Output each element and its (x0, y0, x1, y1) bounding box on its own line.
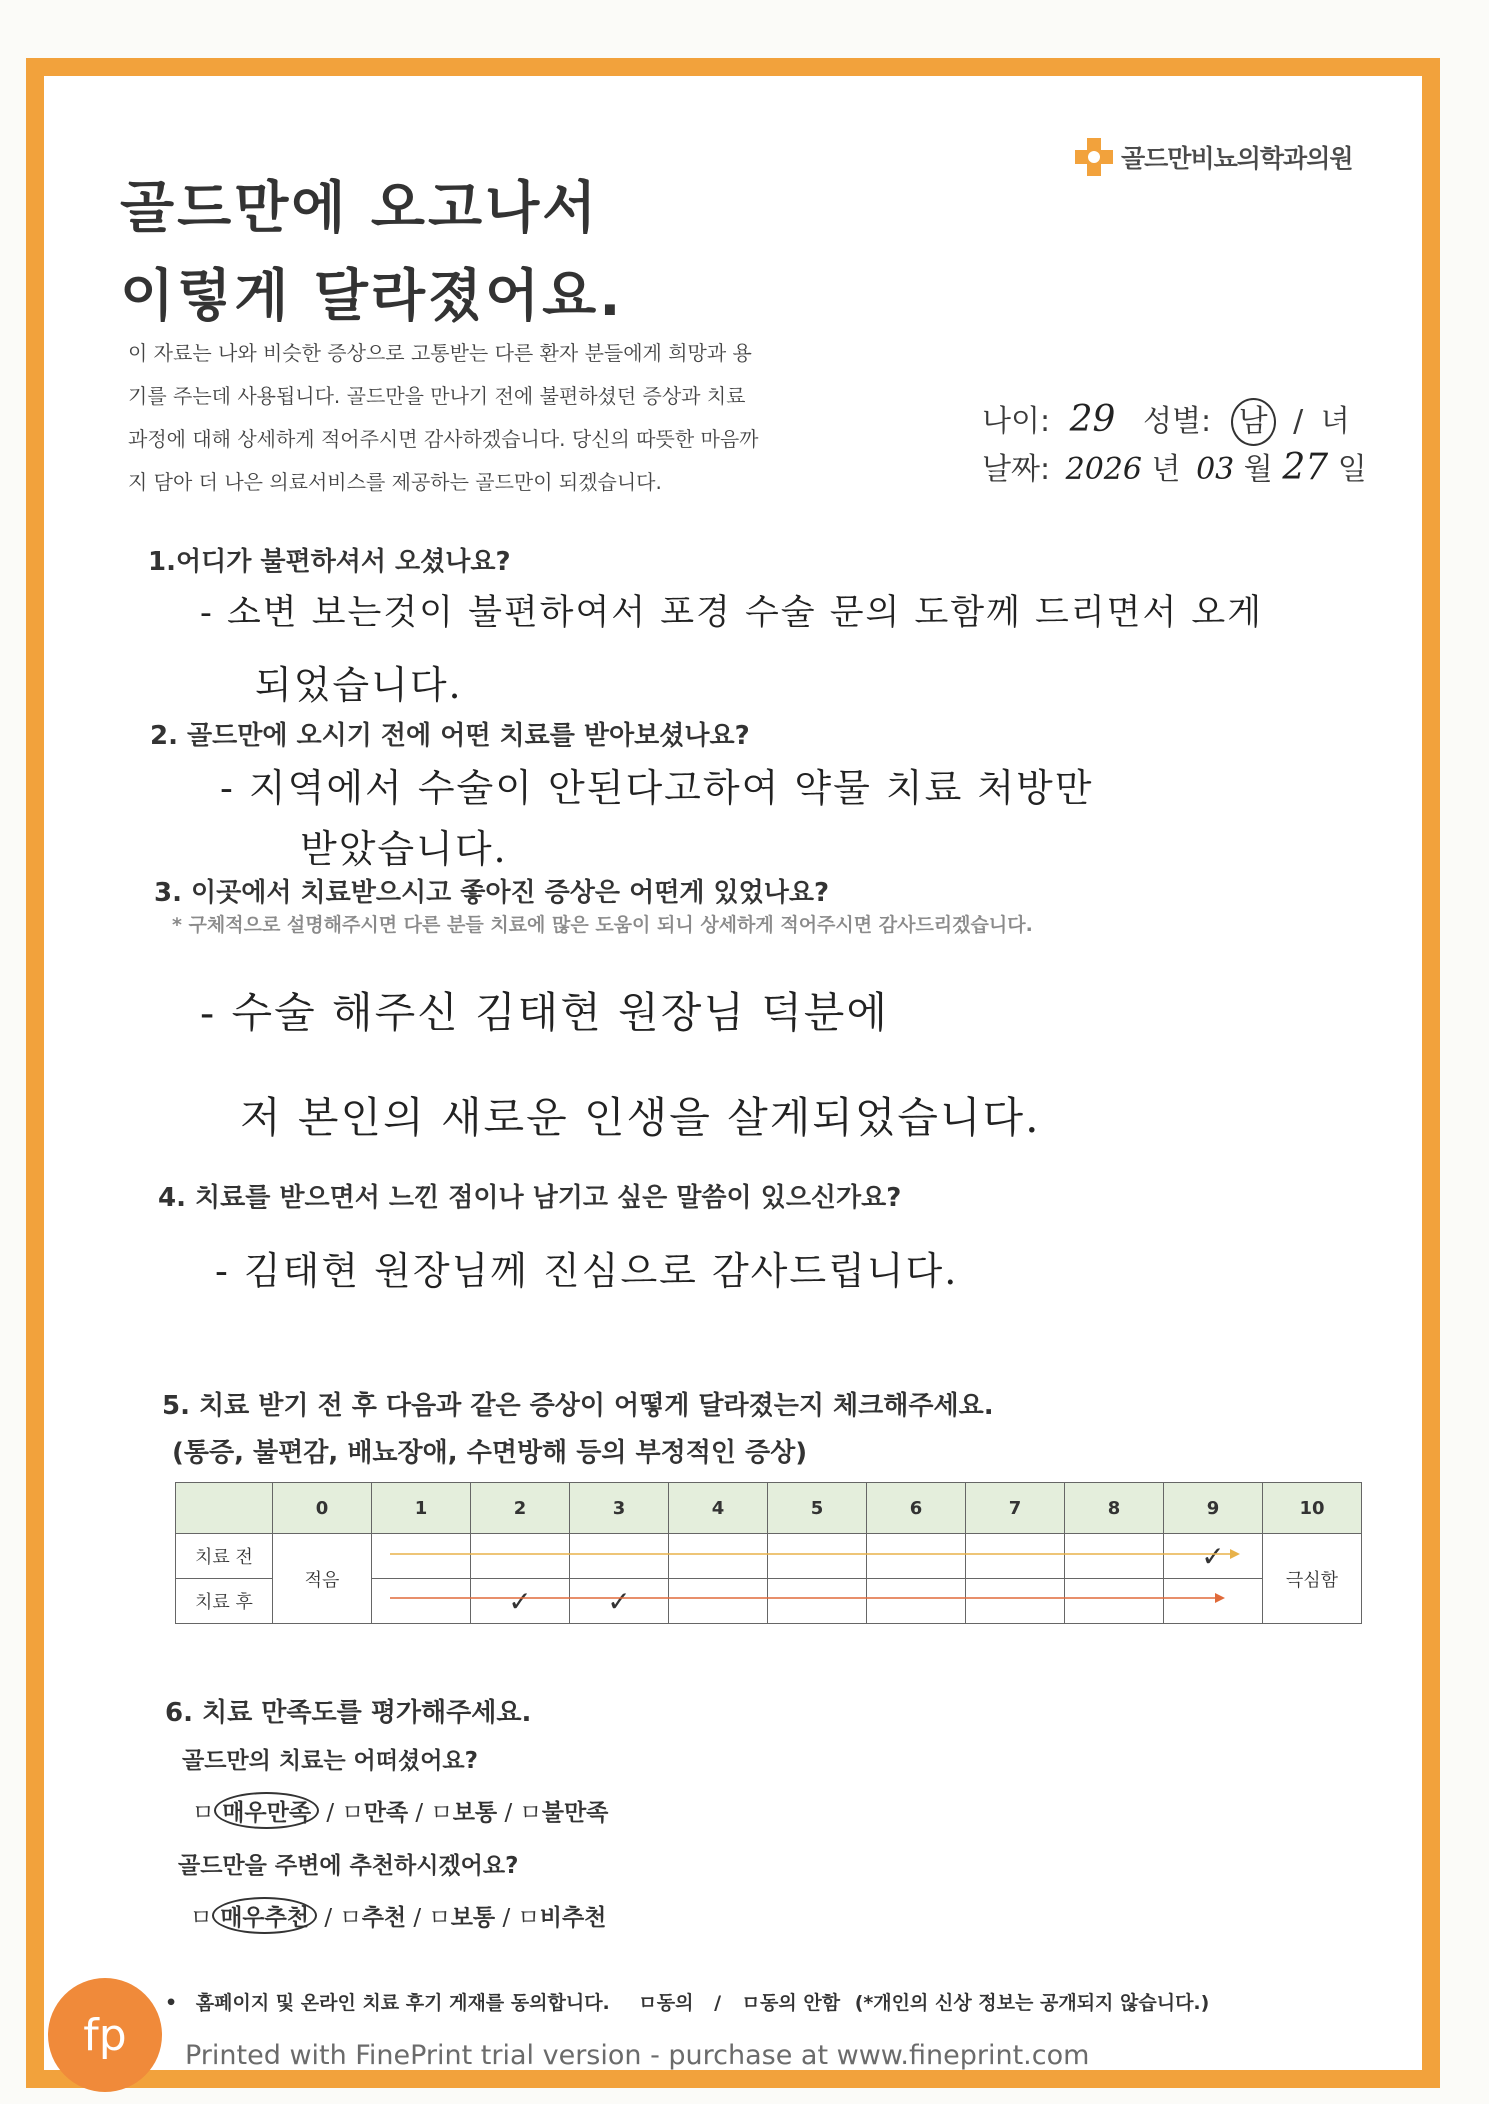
question-3-note: * 구체적으로 설명해주시면 다른 분들 치료에 많은 도움이 되니 상세하게 적어주시면 감사드리겠습니다. (172, 914, 1033, 936)
date-label: 날짜: (982, 452, 1051, 487)
satisfaction-options: ㅁ 매우만족 / ㅁ만족 / ㅁ보통 / ㅁ불만족 (192, 1792, 608, 1829)
recommend-options: ㅁ 매우추천 / ㅁ추천 / ㅁ보통 / ㅁ비추천 (190, 1897, 606, 1934)
row-label-before: 치료 전 (176, 1534, 273, 1579)
question-2: 2. 골드만에 오시기 전에 어떤 치료를 받아보셨나요? (150, 721, 750, 751)
age-label: 나이: (982, 404, 1051, 439)
consent-text: 홈페이지 및 온라인 치료 후기 게재를 동의합니다. (195, 1992, 610, 2014)
option-normal[interactable]: 보통 (452, 1800, 498, 1826)
answer-1-line-1: - 소변 보는것이 불편하여서 포경 수술 문의 도함께 드리면서 오게 (200, 593, 1264, 633)
scale-label: 10 (1263, 1483, 1362, 1534)
question-1: 1.어디가 불편하셔서 오셨나요? (148, 547, 511, 577)
option-recommend-normal[interactable]: 보통 (450, 1905, 496, 1931)
consent-line (165, 1988, 1209, 2015)
scale-arrows (380, 1534, 1250, 1624)
gender-male-circled: 남 (1231, 398, 1276, 446)
satisfaction-question: 골드만의 치료는 어떠셨어요? (182, 1748, 478, 1774)
row-label-after: 치료 후 (176, 1579, 273, 1624)
answer-2-line-2: 받았습니다. (300, 827, 508, 871)
title-line-2: 이렇게 달라졌어요. (120, 264, 624, 329)
scale-label: 4 (669, 1483, 768, 1534)
scale-label: 7 (966, 1483, 1065, 1534)
year-unit: 년 (1151, 452, 1181, 487)
title-line-1: 골드만에 오고나서 (120, 176, 600, 241)
consent-disagree[interactable]: ㅁ동의 안함 (741, 1992, 841, 2014)
option-recommend[interactable]: 추천 (361, 1905, 407, 1931)
intro-line: 이 자료는 나와 비슷한 증상으로 고통받는 다른 환자 분들에게 희망과 용 (128, 341, 752, 365)
intro-line: 기를 주는데 사용됩니다. 골드만을 만나기 전에 불편하셨던 증상과 치료 (128, 384, 746, 408)
answer-4: - 김태현 원장님께 진심으로 감사드립니다. (215, 1249, 959, 1293)
date-line (982, 446, 1367, 492)
date-year: 2026 (1065, 452, 1142, 487)
scale-label: 9 (1164, 1483, 1263, 1534)
page-title (120, 165, 624, 341)
question-6: 6. 치료 만족도를 평가해주세요. (165, 1698, 532, 1728)
day-unit: 일 (1337, 452, 1367, 487)
check-mark: ✓ (1201, 1539, 1225, 1573)
scale-label: 5 (768, 1483, 867, 1534)
option-very-satisfied[interactable]: 매우만족 (214, 1792, 319, 1829)
low-label: 적음 (273, 1534, 372, 1624)
answer-1-line-2: 되었습니다. (255, 663, 463, 707)
fineprint-badge: fp (48, 1978, 162, 2092)
consent-separator: / (714, 1992, 722, 2014)
option-satisfied[interactable]: 만족 (363, 1800, 409, 1826)
age-value: 29 (1069, 399, 1116, 440)
answer-2-line-1: - 지역에서 수술이 안된다고하여 약물 치료 처방만 (220, 766, 1094, 810)
scale-label: 0 (273, 1483, 372, 1534)
consent-note: (*개인의 신상 정보는 공개되지 않습니다.) (854, 1992, 1210, 2014)
intro-line: 지 담아 더 나은 의료서비스를 제공하는 골드만이 되겠습니다. (128, 470, 662, 494)
scale-label: 3 (570, 1483, 669, 1534)
clinic-logo-icon (1075, 138, 1113, 176)
question-3: 3. 이곳에서 치료받으시고 좋아진 증상은 어떤게 있었나요? (154, 878, 830, 908)
check-mark: ✓ (508, 1584, 532, 1618)
gender-label: 성별: (1142, 404, 1212, 439)
consent-bullet: • (165, 1992, 178, 2014)
question-4: 4. 치료를 받으면서 느낀 점이나 남기고 싶은 말씀이 있으신가요? (158, 1183, 902, 1213)
answer-3-line-1: - 수술 해주신 김태현 원장님 덕분에 (200, 988, 889, 1037)
scale-label: 2 (471, 1483, 570, 1534)
clinic-name: 골드만비뇨의학과의원 (1121, 144, 1353, 173)
option-not-recommend[interactable]: 비추천 (539, 1905, 607, 1931)
scale-label: 8 (1065, 1483, 1164, 1534)
before-arrowhead (1230, 1549, 1240, 1559)
clinic-logo (1075, 138, 1353, 176)
age-gender-line (982, 398, 1367, 446)
intro-line: 과정에 대해 상세하게 적어주시면 감사하겠습니다. 당신의 따뜻한 마음까 (128, 427, 759, 451)
gender-separator: / (1293, 404, 1304, 439)
question-5: 5. 치료 받기 전 후 다음과 같은 증상이 어떻게 달라졌는지 체크해주세요. (162, 1391, 994, 1421)
scale-label: 6 (867, 1483, 966, 1534)
high-label: 극심함 (1263, 1534, 1362, 1624)
question-5-subtitle: (통증, 불편감, 배뇨장애, 수면방해 등의 부정적인 증상) (172, 1438, 808, 1468)
patient-info (982, 398, 1367, 492)
date-day: 27 (1282, 447, 1329, 488)
scale-header-row (176, 1483, 1362, 1534)
scale-label: 1 (372, 1483, 471, 1534)
answer-3-line-2: 저 본인의 새로운 인생을 살게되었습니다. (240, 1093, 1041, 1142)
month-unit: 월 (1243, 452, 1273, 487)
fineprint-watermark: Printed with FinePrint trial version - purchase at www.fineprint.com (185, 2040, 1090, 2071)
option-unsatisfied[interactable]: 불만족 (541, 1800, 609, 1826)
gender-female: 녀 (1320, 404, 1350, 439)
after-arrowhead (1215, 1593, 1225, 1603)
recommend-question: 골드만을 주변에 추천하시겠어요? (178, 1853, 519, 1879)
date-month: 03 (1196, 452, 1235, 487)
option-highly-recommend[interactable]: 매우추천 (212, 1897, 317, 1934)
consent-agree[interactable]: ㅁ동의 (638, 1992, 694, 2014)
check-mark: ✓ (607, 1584, 631, 1618)
intro-text (128, 332, 828, 504)
scale-corner (176, 1483, 273, 1534)
